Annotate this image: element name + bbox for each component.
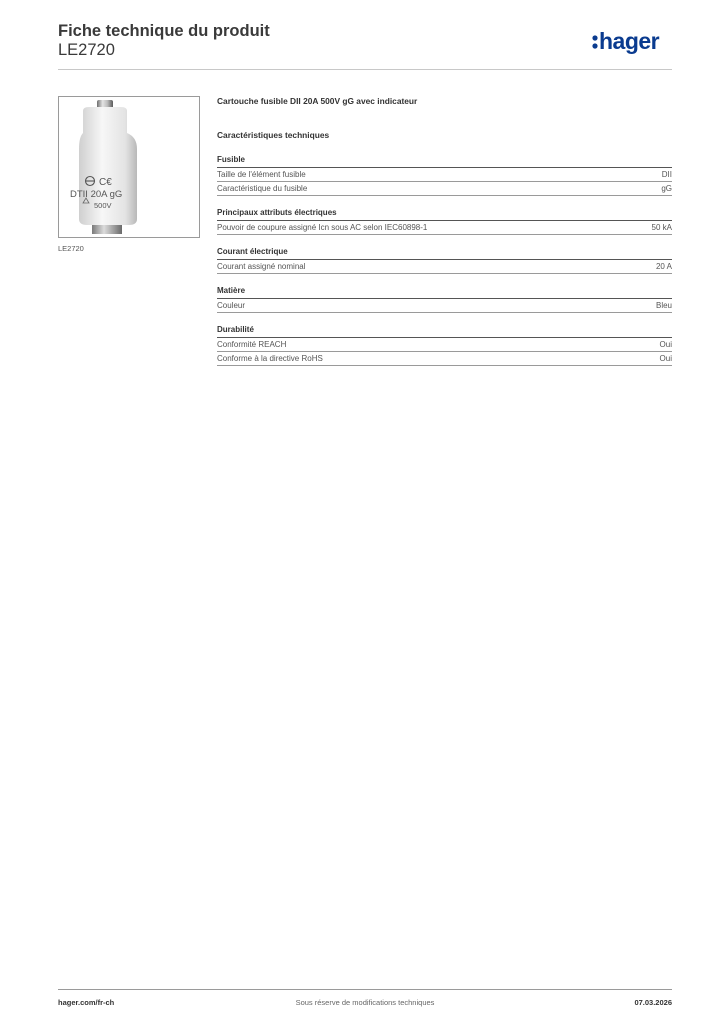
spec-group-title: Durabilité [217, 325, 672, 338]
svg-text:C€: C€ [99, 177, 112, 188]
spec-label: Pouvoir de coupure assigné Icn sous AC selon IEC60898-1 [217, 223, 428, 232]
svg-text:500V: 500V [94, 201, 112, 210]
product-reference: LE2720 [58, 41, 115, 59]
spec-value: 50 kA [651, 223, 672, 232]
document-title: Fiche technique du produit [58, 22, 270, 40]
spec-group-title: Principaux attributs électriques [217, 208, 672, 221]
product-name: Cartouche fusible DII 20A 500V gG avec indicateur [217, 96, 418, 106]
spec-row [217, 168, 672, 182]
footer-divider [58, 989, 672, 990]
spec-group-fusible [217, 155, 672, 196]
product-image-caption: LE2720 [58, 244, 84, 253]
spec-row [217, 182, 672, 196]
spec-label: Courant assigné nominal [217, 262, 306, 271]
spec-label: Taille de l'élément fusible [217, 170, 306, 179]
document-header [58, 20, 672, 68]
spec-value: 20 A [655, 262, 672, 271]
spec-row [217, 338, 672, 352]
spec-row [217, 299, 672, 313]
fuse-cartridge-illustration [59, 97, 199, 237]
header-divider [58, 69, 672, 70]
spec-value: Oui [659, 340, 672, 349]
product-image [58, 96, 200, 238]
spec-label: Conformité REACH [217, 340, 287, 349]
footer-notice: Sous réserve de modifications techniques [295, 998, 435, 1007]
document-footer [58, 998, 672, 1010]
section-title: Caractéristiques techniques [217, 130, 330, 140]
spec-group-durability [217, 325, 672, 366]
spec-group-material [217, 286, 672, 313]
spec-value: gG [661, 184, 672, 193]
svg-text:DTII 20A gG: DTII 20A gG [70, 189, 123, 200]
spec-label: Couleur [217, 301, 246, 310]
spec-group-title: Matière [217, 286, 672, 299]
footer-website-link[interactable]: hager.com/fr-ch [58, 998, 115, 1007]
spec-row [217, 260, 672, 274]
spec-group-title: Courant électrique [217, 247, 672, 260]
spec-value: Bleu [655, 301, 672, 310]
spec-label: Conforme à la directive RoHS [217, 354, 323, 363]
spec-row [217, 221, 672, 235]
spec-group-electrical [217, 208, 672, 235]
svg-text:hager: hager [599, 28, 660, 54]
spec-value: DII [661, 170, 672, 179]
spec-group-title: Fusible [217, 155, 672, 168]
footer-date: 07.03.2026 [634, 998, 672, 1007]
spec-row [217, 352, 672, 366]
spec-value: Oui [659, 354, 672, 363]
spec-label: Caractéristique du fusible [217, 184, 308, 193]
hager-logo [592, 26, 672, 56]
specification-panel [217, 96, 672, 378]
spec-group-current [217, 247, 672, 274]
